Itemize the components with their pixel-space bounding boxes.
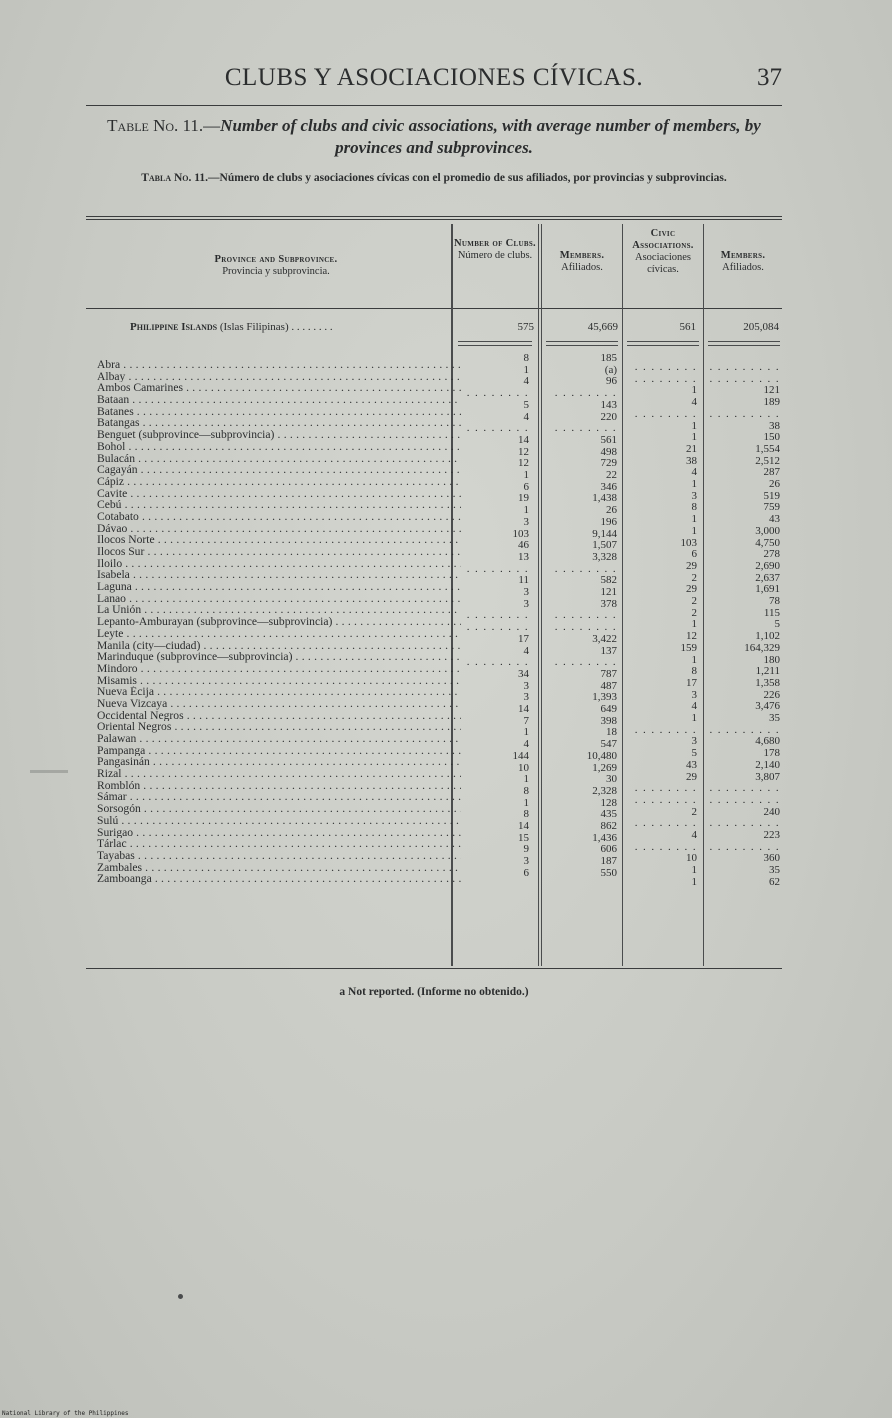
province-name: Cavite . . .	[97, 488, 461, 500]
clubs-cell: 5	[523, 398, 529, 411]
club-members-cell: 1,393	[592, 691, 617, 704]
province-name: Isabela . . .	[97, 569, 461, 581]
civic-members-cell: 1,358	[755, 676, 780, 689]
civic-cell: 10	[686, 852, 697, 865]
clubs-cell: 9	[523, 843, 529, 856]
civic-cell: 1	[691, 524, 697, 537]
club-members-cell: 143	[600, 398, 617, 411]
header-civic-es: Asociaciones cívicas.	[635, 252, 691, 275]
civic-cell: 159	[680, 641, 697, 654]
civic-cell: . . . . . . . .	[634, 372, 697, 385]
club-members-cell: 1,507	[592, 539, 617, 552]
province-name: Zamboanga . . .	[97, 873, 461, 885]
total-rule-1	[458, 341, 532, 346]
province-name: Iloilo . . .	[97, 558, 461, 570]
province-name: Mindoro . . .	[97, 663, 461, 675]
club-members-cell: 10,480	[586, 749, 617, 762]
clubs-cell: 1	[523, 773, 529, 786]
clubs-cell: 4	[523, 644, 529, 657]
province-name: Pampanga . . .	[97, 745, 461, 757]
clubs-cell: 3	[523, 597, 529, 610]
civic-members-cell: . . . . . . . . .	[709, 793, 780, 806]
province-name: Oriental Negros . . .	[97, 721, 461, 733]
club-members-cell: 1,438	[592, 492, 617, 505]
header-province-en: Province and Subprovince.	[214, 254, 338, 265]
civic-members-cell: 43	[769, 513, 780, 526]
col-separator-3	[622, 224, 623, 966]
civic-members-cell: 178	[763, 747, 780, 760]
province-name: Cagayán . . .	[97, 464, 461, 476]
club-members-cell: 649	[600, 703, 617, 715]
total-civic-members: 205,084	[743, 321, 779, 333]
club-members-cell: 22	[606, 469, 617, 481]
club-members-cell: . . . . . . . .	[554, 422, 617, 435]
header-clubs-en: Number of Clubs.	[454, 238, 536, 249]
clubs-cell: 3	[523, 679, 529, 692]
clubs-cell: 19	[518, 492, 529, 505]
club-members-cell: 561	[600, 433, 617, 446]
header-rule	[86, 105, 782, 106]
civic-cell: 43	[686, 758, 697, 771]
civic-cell: 3	[691, 489, 697, 502]
civic-members-cell: . . . . . . . . .	[709, 372, 780, 385]
province-name: Batanes . . .	[97, 406, 461, 418]
header-province	[126, 254, 426, 278]
civic-cell: . . . . . . . .	[634, 840, 697, 853]
civic-members-cell: 3,807	[755, 770, 780, 783]
header-civic	[623, 228, 703, 276]
clubs-cell: . . . . . . . .	[466, 562, 529, 575]
civic-members-cell: 1,691	[755, 583, 780, 596]
province-name: Bataan . . .	[97, 394, 461, 406]
province-name: Tayabas . . .	[97, 850, 461, 862]
civic-cell: 5	[691, 747, 697, 760]
club-members-cell: 3,328	[592, 550, 617, 563]
club-members-cell: . . . . . . . .	[554, 621, 617, 634]
club-members-cell: 498	[600, 445, 617, 458]
civic-members-cell: 519	[763, 489, 780, 502]
club-members-cell: 30	[606, 773, 617, 786]
club-members-cell: 18	[606, 726, 617, 739]
civic-cell: . . . . . . . .	[634, 817, 697, 830]
clubs-cell: 3	[523, 515, 529, 528]
table-top-rule-2	[86, 219, 782, 220]
club-members-cell: 582	[600, 574, 617, 587]
table-caption-spanish	[86, 170, 782, 186]
clubs-cell: 3	[523, 691, 529, 704]
province-name: Marinduque (subprovince—subprovincia) . . .	[97, 651, 461, 663]
civic-cell: 3	[691, 735, 697, 748]
header-clubs	[453, 238, 537, 262]
club-members-cell: 547	[600, 738, 617, 751]
total-civic: 561	[679, 321, 696, 333]
club-members-cell: (a)	[604, 363, 617, 376]
civic-cell: 1	[691, 431, 697, 444]
club-members-cell: 398	[600, 714, 617, 727]
total-label-es: (Islas Filipinas) . . . . . . . .	[219, 321, 333, 333]
province-name: Laguna . . .	[97, 581, 461, 593]
club-members-cell: 787	[600, 667, 617, 680]
club-members-cell: 550	[600, 866, 617, 879]
civic-cell: . . . . . . . .	[634, 407, 697, 420]
civic-members-cell: 759	[763, 501, 780, 514]
province-name: Ilocos Sur . . .	[97, 546, 461, 558]
clubs-cell: 4	[523, 375, 529, 388]
header-civic-en: Civic Associations.	[632, 228, 694, 251]
province-name: Sorsogón . . .	[97, 803, 461, 815]
clubs-cell: 144	[512, 749, 529, 762]
clubs-cell: . . . . . . . .	[466, 609, 529, 622]
province-name: Ambos Camarines . . .	[97, 382, 461, 394]
clubs-cell: 3	[523, 586, 529, 598]
clubs-cell: 46	[518, 539, 529, 552]
province-name: Dávao . . .	[97, 523, 461, 535]
civic-members-cell: 121	[763, 384, 780, 397]
civic-cell: . . . . . . . .	[634, 782, 697, 795]
province-name: Sámar . . .	[97, 791, 461, 803]
civic-cell: 1	[691, 875, 697, 888]
clubs-cell: 6	[523, 480, 529, 493]
club-members-cell: . . . . . . . .	[554, 562, 617, 575]
civic-cell: 1	[691, 653, 697, 666]
civic-members-cell: 240	[763, 805, 780, 818]
civic-members-cell: 1,102	[755, 630, 780, 643]
civic-members-cell: 2,637	[755, 571, 780, 584]
civic-cell: 29	[686, 559, 697, 572]
province-name: Batangas . . .	[97, 417, 461, 429]
province-name: Zambales . . .	[97, 862, 461, 874]
civic-cell: 1	[691, 384, 697, 397]
club-members-cell: 185	[600, 352, 617, 364]
club-members-cell: 729	[600, 457, 617, 470]
civic-cell: 1	[691, 864, 697, 877]
province-name: Pangasinán . . .	[97, 756, 461, 768]
club-members-cell: . . . . . . . .	[554, 609, 617, 622]
civic-cell: . . . . . . . .	[634, 361, 697, 373]
total-clubs: 575	[517, 321, 534, 333]
civic-members-cell: 150	[763, 431, 780, 444]
clubs-cell: 15	[518, 831, 529, 844]
clubs-cell: 12	[518, 445, 529, 458]
clubs-cell: 1	[523, 504, 529, 517]
table-top-rule	[86, 216, 782, 217]
club-members-cell: 220	[600, 410, 617, 423]
header-members-es: Afiliados.	[561, 262, 603, 273]
civic-cell: 17	[686, 676, 697, 689]
province-name: Ilocos Norte . . .	[97, 534, 461, 546]
club-members-cell: 196	[600, 515, 617, 528]
clubs-cell: 8	[523, 352, 529, 364]
clubs-cell: 14	[518, 820, 529, 832]
province-name: Occidental Negros . . .	[97, 710, 461, 722]
civic-cell: 29	[686, 770, 697, 783]
civic-cell: 38	[686, 454, 697, 467]
province-name: Romblón . . .	[97, 780, 461, 792]
club-members-cell: 606	[600, 843, 617, 856]
civic-members-cell: . . . . . . . . .	[709, 407, 780, 420]
clubs-cell: 34	[518, 667, 529, 680]
header-bottom-rule	[86, 308, 782, 309]
civic-cell: 8	[691, 665, 697, 678]
clubs-cell: 103	[512, 527, 529, 540]
header-clubs-es: Número de clubs.	[457, 250, 533, 261]
civic-members-cell: 78	[769, 595, 780, 607]
civic-cell: 2	[691, 571, 697, 584]
caption-es-text: Número de clubs y asociaciones cívicas con el promedio de sus afiliados, por provincias y subprovincias.	[219, 172, 727, 184]
total-rule-3	[627, 341, 699, 346]
civic-members-cell: 4,680	[755, 735, 780, 748]
scan-dot	[178, 1294, 183, 1299]
total-rule-4	[708, 341, 780, 346]
clubs-cell: . . . . . . . .	[466, 656, 529, 669]
club-members-cell: 96	[606, 375, 617, 388]
clubs-cell: 7	[523, 714, 529, 727]
civic-cell: 1	[691, 712, 697, 724]
civic-cell: 1	[691, 478, 697, 490]
table-bottom-rule	[86, 968, 782, 969]
clubs-cell: 13	[518, 550, 529, 563]
total-label-en: Philippine Islands	[130, 321, 218, 333]
club-members-cell: 435	[600, 808, 617, 821]
header-members	[542, 250, 622, 274]
civic-cell: 2	[691, 595, 697, 607]
clubs-cell: 4	[523, 738, 529, 751]
civic-cell: 4	[691, 829, 697, 841]
civic-members-cell: 226	[763, 688, 780, 701]
club-members-cell: 121	[600, 586, 617, 598]
clubs-cell: 1	[523, 363, 529, 376]
caption-en-text: Number of clubs and civic associations, with average number of members, by provinces and subprovinces.	[220, 116, 761, 157]
province-name: Bulacán . . .	[97, 453, 461, 465]
club-members-cell: 346	[600, 480, 617, 493]
civic-cell: 103	[680, 536, 697, 549]
clubs-cell: 11	[518, 574, 529, 587]
civic-members-cell: 2,140	[755, 758, 780, 771]
page-number: 37	[757, 64, 782, 91]
civic-members-cell: 1,554	[755, 442, 780, 455]
civic-cell: . . . . . . . .	[634, 723, 697, 736]
civic-members-cell: 38	[769, 419, 780, 432]
province-name: Nueva Écija . . .	[97, 686, 461, 698]
civic-members-cell: 287	[763, 466, 780, 479]
civic-members-cell: . . . . . . . . .	[709, 782, 780, 795]
total-label	[130, 321, 460, 333]
province-name: Lanao . . .	[97, 593, 461, 605]
civic-members-cell: 35	[769, 712, 780, 724]
province-name: Cebú . . .	[97, 499, 461, 511]
province-name: Albay . . .	[97, 371, 461, 383]
col-separator-2b	[541, 224, 542, 966]
province-name: Bohol . . .	[97, 441, 461, 453]
civic-column	[624, 352, 697, 962]
club-members-cell: 128	[600, 796, 617, 809]
civic-members-cell: 164,329	[744, 641, 780, 654]
civic-members-cell: . . . . . . . . .	[709, 840, 780, 853]
province-name: Cápiz . . .	[97, 476, 461, 488]
province-name: La Unión . . .	[97, 604, 461, 616]
civic-members-cell: 1,211	[755, 665, 780, 678]
club-members-cell: 487	[600, 679, 617, 692]
running-head	[86, 62, 782, 102]
civic-members-cell: 115	[763, 606, 780, 619]
running-title: CLUBS Y ASOCIACIONES CÍVICAS.	[224, 64, 644, 91]
clubs-cell: . . . . . . . .	[466, 422, 529, 435]
clubs-cell: . . . . . . . .	[466, 621, 529, 634]
province-name: Cotabato . . .	[97, 511, 461, 523]
province-name: Sulú . . .	[97, 815, 461, 827]
table-caption-english	[86, 115, 782, 159]
footnote: a Not reported. (Informe no obtenido.)	[339, 986, 529, 998]
civic-cell: 8	[691, 501, 697, 514]
civic-cell: 6	[691, 548, 697, 561]
civic-cell: . . . . . . . .	[634, 793, 697, 806]
clubs-cell: 1	[523, 796, 529, 809]
province-name: Misamis . . .	[97, 675, 461, 687]
province-name: Leyte . . .	[97, 628, 461, 640]
club-members-cell: 3,422	[592, 632, 617, 645]
total-rule-2	[546, 341, 618, 346]
club-members-cell: 378	[600, 597, 617, 610]
province-name: Surigao . . .	[97, 827, 461, 839]
club-members-column	[543, 352, 617, 962]
civic-members-cell: 223	[763, 829, 780, 841]
clubs-cell: . . . . . . . .	[466, 387, 529, 400]
club-members-cell: 1,269	[592, 761, 617, 774]
civic-cell: 4	[691, 396, 697, 409]
civic-members-cell: 180	[763, 653, 780, 666]
header-civic-members	[704, 250, 782, 274]
civic-cell: 1	[691, 618, 697, 631]
civic-members-cell: 3,000	[755, 524, 780, 537]
civic-cell: 4	[691, 700, 697, 713]
province-name: Tárlac . . .	[97, 838, 461, 850]
clubs-cell: 17	[518, 632, 529, 645]
civic-members-cell: . . . . . . . . .	[709, 361, 780, 373]
province-name: Manila (city—ciudad) . . .	[97, 640, 461, 652]
col-separator-4	[703, 224, 704, 966]
clubs-cell: 6	[523, 866, 529, 879]
province-name: Benguet (subprovince—subprovincia) . . .	[97, 429, 461, 441]
clubs-cell: 8	[523, 784, 529, 797]
clubs-cell: 4	[523, 410, 529, 423]
civic-cell: 1	[691, 513, 697, 526]
civic-members-cell: 2,512	[755, 454, 780, 467]
civic-members-cell: . . . . . . . . .	[709, 817, 780, 830]
civic-members-cell: 360	[763, 852, 780, 865]
caption-es-label: Tabla No. 11.—	[141, 172, 220, 184]
clubs-cell: 3	[523, 855, 529, 868]
caption-en-label: Table No. 11.—	[107, 116, 221, 135]
header-province-es: Provincia y subprovincia.	[222, 266, 330, 277]
clubs-cell: 8	[523, 808, 529, 821]
header-civic-members-es: Afiliados.	[722, 262, 764, 273]
province-name: Lepanto-Amburayan (subprovince—subprovincia) . . .	[97, 616, 461, 628]
club-members-cell: . . . . . . . .	[554, 656, 617, 669]
club-members-cell: . . . . . . . .	[554, 387, 617, 400]
col-separator-2	[538, 224, 539, 966]
province-name: Nueva Vizcaya . . .	[97, 698, 461, 710]
club-members-cell: 862	[600, 820, 617, 832]
civic-cell: 12	[686, 630, 697, 643]
civic-members-cell: . . . . . . . . .	[709, 723, 780, 736]
library-credit: National Library of the Philippines	[2, 1410, 129, 1417]
club-members-cell: 137	[600, 644, 617, 657]
civic-members-cell: 4,750	[755, 536, 780, 549]
civic-cell: 3	[691, 688, 697, 701]
province-name: Rizal . . .	[97, 768, 461, 780]
civic-cell: 29	[686, 583, 697, 596]
clubs-cell: 12	[518, 457, 529, 470]
civic-members-cell: 189	[763, 396, 780, 409]
club-members-cell: 187	[600, 855, 617, 868]
civic-cell: 2	[691, 805, 697, 818]
header-members-en: Members.	[559, 250, 605, 261]
province-name: Abra . . .	[97, 359, 461, 371]
clubs-cell: 14	[518, 433, 529, 446]
clubs-cell: 1	[523, 726, 529, 739]
civic-cell: 21	[686, 442, 697, 455]
civic-members-cell: 5	[774, 618, 780, 631]
clubs-table	[86, 216, 782, 976]
club-members-cell: 1,436	[592, 831, 617, 844]
scan-stain	[30, 770, 68, 773]
clubs-column	[453, 352, 529, 962]
civic-cell: 1	[691, 419, 697, 432]
club-members-cell: 2,328	[592, 784, 617, 797]
header-civic-members-en: Members.	[720, 250, 766, 261]
province-name: Palawan . . .	[97, 733, 461, 745]
clubs-cell: 10	[518, 761, 529, 774]
civic-members-cell: 278	[763, 548, 780, 561]
club-members-cell: 9,144	[592, 527, 617, 540]
civic-members-cell: 2,690	[755, 559, 780, 572]
civic-cell: 2	[691, 606, 697, 619]
civic-members-cell: 35	[769, 864, 780, 877]
total-club-members: 45,669	[587, 321, 618, 333]
civic-members-cell: 3,476	[755, 700, 780, 713]
civic-members-cell: 62	[769, 875, 780, 888]
clubs-cell: 14	[518, 703, 529, 715]
civic-members-column	[705, 352, 780, 962]
civic-cell: 4	[691, 466, 697, 479]
civic-members-cell: 26	[769, 478, 780, 490]
clubs-cell: 1	[523, 469, 529, 481]
club-members-cell: 26	[606, 504, 617, 517]
province-names	[97, 359, 461, 885]
